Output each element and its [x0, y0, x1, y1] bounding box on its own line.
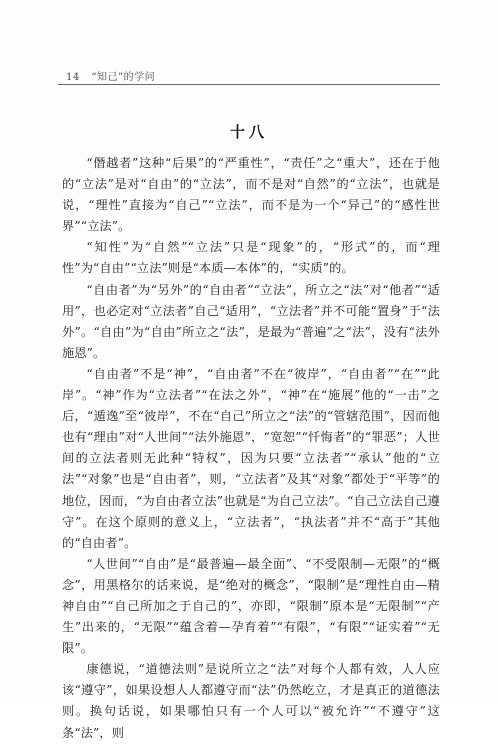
running-header: [66, 68, 436, 83]
paragraph: “人世间”“自由”是“最普遍—最全面”、“不受限制—无限”的“概念”，用黑格尔的话来说，是“绝对的概念”，“限制”是“理性自由—精神自由”“自己所加之于自己的”，亦即，“限制”原本是“无限制”“产生”出来的，“无限”“蕴含着—孕育着”“有限”，“有限”“证实着”“无限”。: [62, 556, 440, 656]
paragraph: “知性”为“自然”“立法”只是“现象”的，“形式”的，而“理性”为“自由”“立法”则是“本质—本体”的，“实质”的。: [62, 240, 440, 276]
paragraph: “自由者”为“另外”的“自由者”“立法”，所立之“法”对“他者”“适用”，也必定对“立法者”自己“适用”，“立法者”并不可能“置身”于“法外”。“自由”为“自由”所立之“法”，是最为“普遍”之“法”，没有“法外施恩”。: [62, 282, 440, 360]
book-title: “知己”的学问: [91, 72, 156, 83]
header-rule: [58, 84, 440, 85]
paragraph: “僭越者”这种“后果”的“严重性”，“责任”之“重大”，还在于他的“立法”是对“自由”的“立法”，而不是对“自然”的“立法”，也就是说，“理性”直接为“自己”“立法”，而不是为一个“异己”的“感性世界”“立法”。: [62, 156, 440, 234]
paragraph: 康德说，“道德法则”是说所立之“法”对每个人都有效，人人应该“遵守”，如果设想人人都遵守而“法”仍然屹立，才是真正的道德法则。换句话说，如果哪怕只有一个人可以“被允许”“不遵守”这条“法”，则: [62, 662, 440, 740]
paragraph: “自由者”不是“神”，“自由者”不在“彼岸”，“自由者”“在”“此岸”。“神”作为“立法者”“在法之外”，“神”在“施展”他的“一击”之后，“遁逸”至“彼岸”，不在“自己”所立之“法”的“管辖范围”，因而他也有“理由”对“人世间”“法外施恩”，“宽恕”“忏悔者”的“罪恶”；人世间的立法者则无此种“特权”，因为只要“立法者”“承认”他的“立法”“对象”也是“自由者”，则，“立法者”及其“对象”都处于“平等”的地位，因而，“为自由者立法”也就是“为自己立法”。“自己立法自己遵守”。在这个原则的意义上，“立法者”，“执法者”并不“高于”其他的“自由者”。: [62, 366, 440, 550]
body-text: [62, 153, 440, 744]
chapter-title: 十八: [229, 123, 268, 141]
page-number: 14: [66, 72, 80, 83]
